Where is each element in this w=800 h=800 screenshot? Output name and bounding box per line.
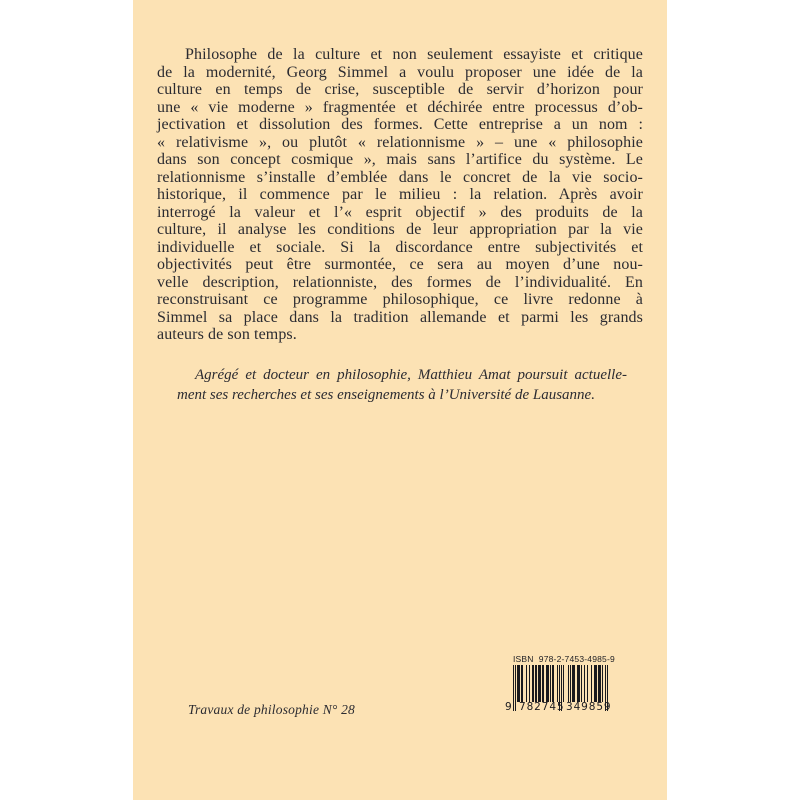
author-note: [177, 365, 627, 405]
summary-line: Simmel sa place dans la tradition allemande et parmi les grands: [157, 308, 643, 326]
summary-line: individuelle et sociale. Si la discordance entre subjectivités et: [157, 238, 643, 256]
author-note-line: ment ses recherches et ses enseignements à l’Université de Lausanne.: [177, 387, 595, 403]
author-note-line: Agrégé et docteur en philosophie, Matthieu Amat poursuit actuelle-: [195, 367, 627, 383]
series-label: Travaux de philosophie N° 28: [188, 702, 355, 717]
summary-line: velle description, relationniste, des formes de l’individualité. En: [157, 273, 643, 291]
summary-line: historique, il commence par le milieu : la relation. Après avoir: [157, 186, 643, 203]
cover-page: [133, 0, 667, 800]
summary-line: objectivités peut être surmontée, ce sera au moyen d’une nou-: [157, 256, 643, 273]
summary-line: relationnisme s’installe d’emblée dans le concret de la vie socio-: [157, 168, 643, 186]
summary-line: interrogé la valeur et l’« esprit objectif » des produits de la: [157, 203, 643, 221]
barcode-digits-left: 782745: [519, 701, 565, 713]
summary-line: reconstruisant ce programme philosophique, ce livre redonne à: [157, 291, 643, 308]
isbn-label: ISBN 978-2-7453-4985-9: [513, 654, 615, 664]
summary-line: auteurs de son temps.: [157, 326, 297, 343]
summary-line: jectivation et dissolution des formes. Cette entreprise a un nom :: [157, 116, 643, 133]
barcode: [505, 654, 618, 718]
summary-line: de la modernité, Georg Simmel a voulu proposer une idée de la: [157, 63, 643, 81]
summary-paragraph: [157, 46, 643, 344]
summary-line: culture, il analyse les conditions de leur appropriation par la vie: [157, 221, 643, 238]
summary-line: dans son concept cosmique », mais sans l’artifice du système. Le: [157, 151, 643, 168]
barcode-digits: [505, 701, 618, 714]
summary-line: une « vie moderne » fragmentée et déchirée entre processus d’ob-: [157, 98, 643, 116]
summary-line: « relativisme », ou plutôt « relationnisme » – une « philosophie: [157, 133, 643, 151]
barcode-digits-right: 349859: [566, 701, 612, 713]
summary-line: culture en temps de crise, susceptible de servir d’horizon pour: [157, 81, 643, 98]
barcode-digit-lead: 9: [505, 701, 512, 713]
summary-line: Philosophe de la culture et non seulement essayiste et critique: [185, 46, 643, 63]
